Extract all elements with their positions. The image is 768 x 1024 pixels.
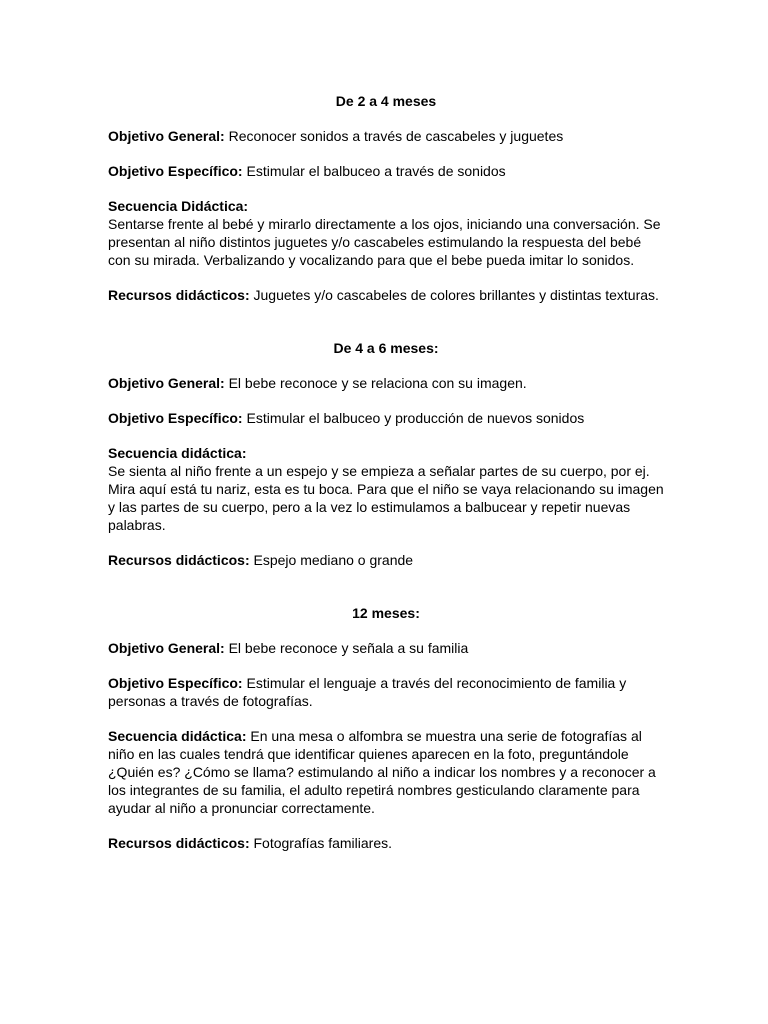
secuencia-text: En una mesa o alfombra se muestra una serie de fotografías al niño en las cuales tendrá que identificar quienes aparecen en la foto, preguntándole ¿Quién es? ¿Cómo se llama? estimulando al niño a indicar los nombres y a reconocer a los integrantes de su familia, el adulto repetirá nombres gesticulando claramente para ayudar al niño a pronunciar correctamente. bbox=[108, 728, 656, 816]
secuencia-label: Secuencia didáctica: bbox=[108, 728, 247, 744]
secuencia-text: Sentarse frente al bebé y mirarlo directamente a los ojos, iniciando una conversación. Se presentan al niño distintos juguetes y/o cascabeles estimulando la respuesta del bebé con su mirada. Verbalizando y vocalizando para que el bebe pueda imitar lo sonidos. bbox=[108, 216, 661, 268]
recursos-text: Juguetes y/o cascabeles de colores brillantes y distintas texturas. bbox=[253, 287, 659, 303]
recursos-label: Recursos didácticos: bbox=[108, 287, 250, 303]
recursos-label: Recursos didácticos: bbox=[108, 835, 250, 851]
objetivo-general-label: Objetivo General: bbox=[108, 640, 225, 656]
section-12-meses bbox=[108, 604, 664, 852]
objetivo-especifico bbox=[108, 409, 664, 427]
objetivo-general-label: Objetivo General: bbox=[108, 375, 225, 391]
objetivo-general-text: El bebe reconoce y señala a su familia bbox=[228, 640, 469, 656]
objetivo-especifico bbox=[108, 162, 664, 180]
objetivo-especifico-label: Objetivo Específico: bbox=[108, 163, 243, 179]
recursos-text: Fotografías familiares. bbox=[253, 835, 392, 851]
objetivo-especifico-label: Objetivo Específico: bbox=[108, 675, 243, 691]
objetivo-especifico-text: Estimular el balbuceo a través de sonidos bbox=[246, 163, 506, 179]
section-heading: De 2 a 4 meses bbox=[335, 93, 437, 109]
objetivo-general-text: El bebe reconoce y se relaciona con su imagen. bbox=[228, 375, 527, 391]
objetivo-especifico-label: Objetivo Específico: bbox=[108, 410, 243, 426]
recursos bbox=[108, 286, 664, 304]
recursos-label: Recursos didácticos: bbox=[108, 552, 250, 568]
objetivo-general-label: Objetivo General: bbox=[108, 128, 225, 144]
objetivo-general bbox=[108, 374, 664, 392]
recursos-text: Espejo mediano o grande bbox=[253, 552, 414, 568]
objetivo-general bbox=[108, 127, 664, 145]
section-heading: De 4 a 6 meses: bbox=[333, 340, 439, 356]
recursos bbox=[108, 551, 664, 569]
objetivo-general-text: Reconocer sonidos a través de cascabeles y juguetes bbox=[228, 128, 564, 144]
objetivo-especifico-text: Estimular el balbuceo y producción de nuevos sonidos bbox=[246, 410, 585, 426]
secuencia-label: Secuencia didáctica: bbox=[108, 445, 247, 461]
section-2-4-meses bbox=[108, 92, 664, 304]
document-content bbox=[108, 92, 664, 852]
secuencia-label: Secuencia Didáctica: bbox=[108, 198, 249, 214]
section-4-6-meses bbox=[108, 339, 664, 569]
objetivo-especifico-text: Estimular el lenguaje a través del reconocimiento de familia y personas a través de fotografías. bbox=[108, 675, 627, 709]
section-heading: 12 meses: bbox=[352, 605, 420, 621]
secuencia bbox=[108, 727, 664, 817]
objetivo-especifico bbox=[108, 674, 664, 710]
secuencia-text: Se sienta al niño frente a un espejo y se empieza a señalar partes de su cuerpo, por ej. Mira aquí está tu nariz, esta es tu boca. Para que el niño se vaya relacionando su imagen y las partes de su cuerpo, pero a la vez lo estimulamos a balbucear y repetir nuevas palabras. bbox=[108, 463, 664, 533]
recursos bbox=[108, 834, 664, 852]
objetivo-general bbox=[108, 639, 664, 657]
